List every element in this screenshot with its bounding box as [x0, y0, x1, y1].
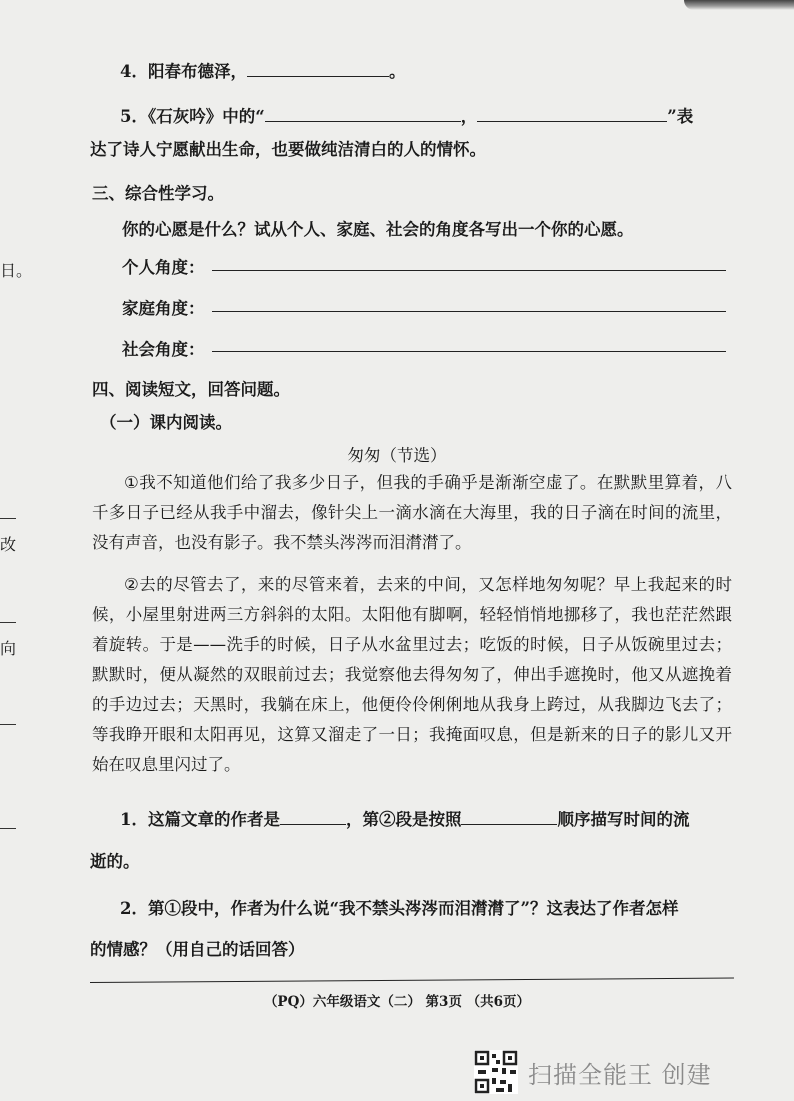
reading-question-2-cont: 的情感？（用自己的话回答）	[90, 940, 305, 959]
label-society: 社会角度：	[122, 340, 205, 359]
answer-line-society[interactable]	[212, 351, 726, 352]
answer-blank-author[interactable]	[280, 810, 346, 825]
label-family: 家庭角度：	[122, 299, 205, 318]
scanner-watermark	[474, 1050, 712, 1094]
margin-rule	[0, 622, 16, 623]
answer-line-family[interactable]	[212, 311, 726, 312]
margin-char-2: 改	[0, 535, 17, 554]
reading-question-2: 2．第①段中，作者为什么说“我不禁头涔涔而泪潸潸了”？这表达了作者怎样	[120, 899, 679, 918]
margin-rule	[0, 518, 16, 519]
answer-blank-order[interactable]	[461, 810, 557, 825]
qr-code-icon	[474, 1050, 518, 1094]
reading-question-1: 1．这篇文章的作者是 ，第②段是按照 顺序描写时间的流	[120, 810, 690, 829]
margin-rule	[0, 724, 16, 725]
margin-rule	[0, 828, 16, 829]
margin-char-3: 向	[0, 639, 17, 658]
passage-title: 匆匆（节选）	[347, 446, 447, 465]
page-footer: （PQ）六年级语文（二） 第3页 （共6页）	[263, 994, 531, 1010]
answer-blank[interactable]	[265, 107, 461, 122]
answer-blank[interactable]	[477, 107, 667, 122]
section-4-heading: 四、阅读短文，回答问题。	[92, 380, 290, 399]
section-3-heading: 三、综合性学习。	[92, 184, 224, 203]
answer-line-personal[interactable]	[212, 270, 726, 271]
section-3-prompt: 你的心愿是什么？试从个人、家庭、社会的角度各写出一个你的心愿。	[122, 220, 634, 239]
passage-paragraph-2: ②去的尽管去了，来的尽管来着，去来的中间，又怎样地匆匆呢？早上我起来的时候，小屋里射进两三方斜斜的太阳。太阳他有脚啊，轻轻悄悄地挪移了，我也茫茫然跟着旋转。于是——洗手的时候，日子从水盆里过去；吃饭的时候，日子从饭碗里过去；默默时，便从凝然的双眼前过去；我觉察他去得匆匆了，伸出手遮挽时，他又从遮挽着的手边过去；天黑时，我躺在床上，他便伶伶俐俐地从我身上跨过，从我脚边飞去了；等我睁开眼和太阳再见，这算又溜走了一日；我掩面叹息，但是新来的日子的影儿又开始在叹息里闪过了。	[92, 575, 732, 774]
margin-char-1: 日。	[0, 261, 33, 280]
reading-question-1-cont: 逝的。	[90, 852, 140, 871]
passage-paragraph-1: ①我不知道他们给了我多少日子，但我的手确乎是渐渐空虚了。在默默里算着，八千多日子已经从我手中溜去，像针尖上一滴水滴在大海里，我的日子滴在时间的流里，没有声音，也没有影子。我不禁头涔涔而泪潸潸了。	[92, 473, 732, 552]
footer-divider	[90, 978, 734, 983]
answer-blank[interactable]	[247, 62, 389, 77]
watermark-text: 扫描全能王 创建	[528, 1060, 712, 1089]
label-personal: 个人角度：	[122, 258, 205, 277]
question-4: 4．阳春布德泽， 。	[120, 62, 406, 81]
scan-shadow	[684, 0, 794, 10]
section-4-sub: （一）课内阅读。	[100, 413, 232, 432]
question-5-cont: 达了诗人宁愿献出生命，也要做纯洁清白的人的情怀。	[90, 140, 486, 159]
question-5: 5．《石灰吟》中的“ ， ”表	[120, 107, 694, 126]
